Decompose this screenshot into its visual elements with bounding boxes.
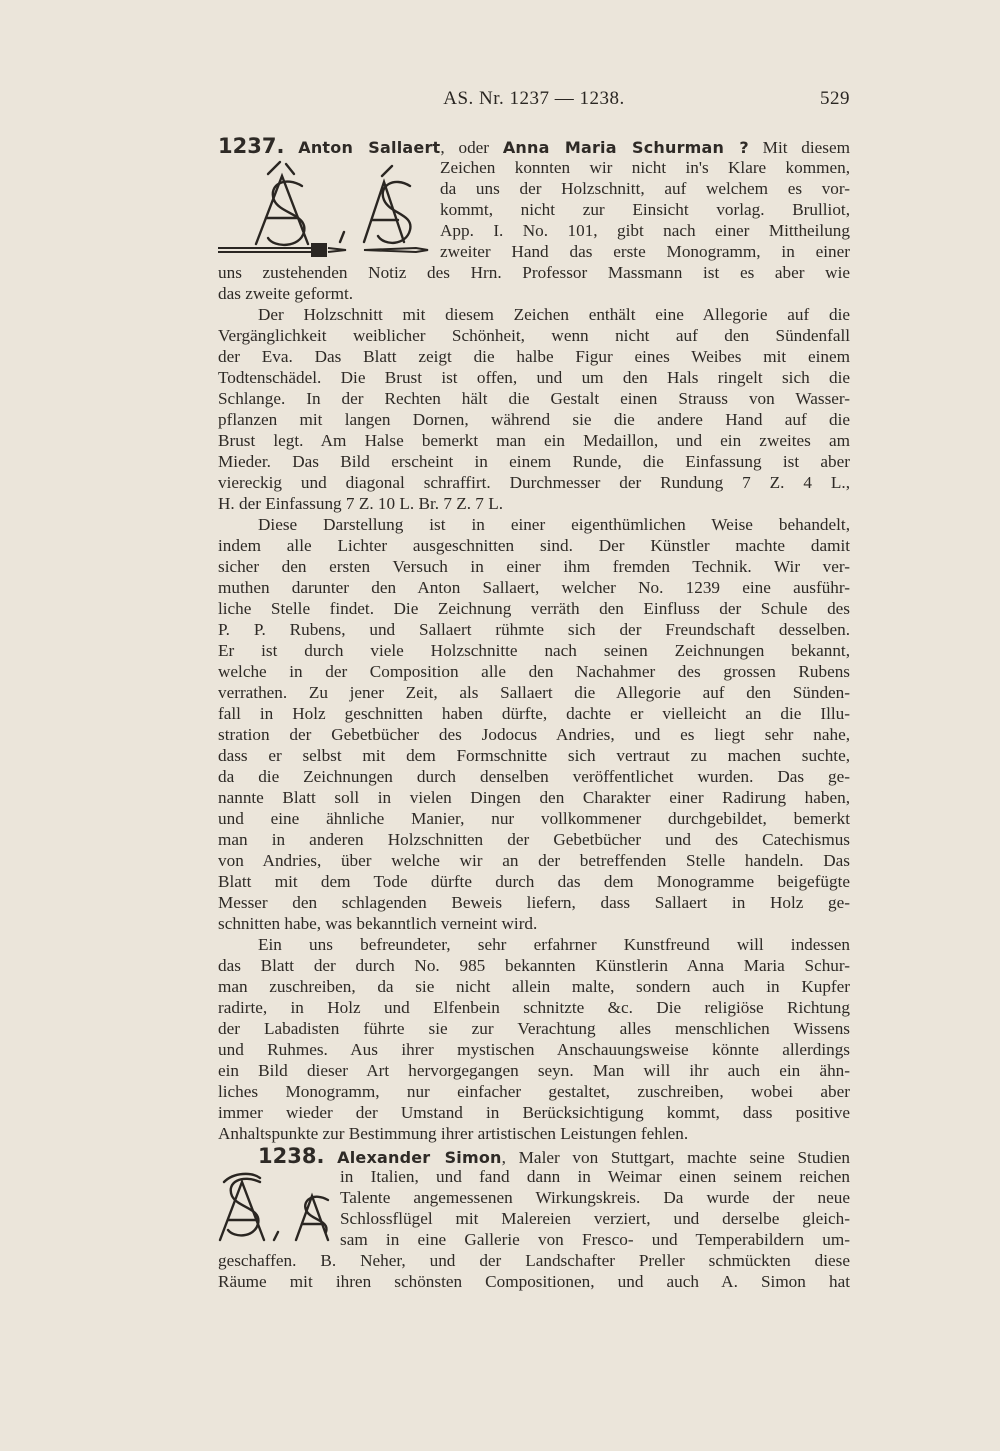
- text-line: da uns der Holzschnitt, auf welchem es vor-: [440, 179, 850, 198]
- text-line: dass er selbst mit dem Formschnitte sich vertraut zu machen suchte,: [218, 746, 850, 765]
- text-line: viereckig und diagonal schraffirt. Durchmesser der Rundung 7 Z. 4 L.,: [218, 473, 850, 492]
- text-line: Ein uns befreundeter, sehr erfahrner Kunstfreund will indessen: [258, 935, 850, 954]
- text-line: Der Holzschnitt mit diesem Zeichen enthält eine Allegorie auf die: [258, 305, 850, 324]
- text-line: stration der Gebetbücher des Jodocus Andries, und es liegt sehr nahe,: [218, 725, 850, 744]
- text-line: das zweite geformt.: [218, 284, 354, 303]
- monogram-1238-icon: [216, 1168, 338, 1248]
- text-line: Zeichen konnten wir nicht in's Klare kommen,: [440, 158, 850, 177]
- text-line: das Blatt der durch No. 985 bekannten Künstlerin Anna Maria Schur-: [218, 956, 850, 975]
- text-line: der Labadisten führte sie zur Verachtung alles menschlichen Wissens: [218, 1019, 850, 1038]
- text-line: Todtenschädel. Die Brust ist offen, und um den Hals ringelt sich die: [218, 368, 850, 387]
- text-line: Räume mit ihren schönsten Compositionen, und auch A. Simon hat: [218, 1272, 850, 1291]
- entry-1238-number: 1238.: [258, 1144, 325, 1168]
- text-line: man zuschreiben, da sie nicht allein malte, sondern auch in Kupfer: [218, 977, 850, 996]
- text-line: Vergänglichkeit weiblicher Schönheit, wenn nicht auf den Sündenfall: [218, 326, 850, 345]
- text-line: Mieder. Das Bild erscheint in einem Runde, die Einfassung ist aber: [218, 452, 850, 471]
- entry-1237-first: Mit diesem: [748, 138, 850, 157]
- text-line: ein Bild dieser Art hervorgegangen seyn. Man will ihr auch ein ähn-: [218, 1061, 850, 1080]
- text-line: uns zustehenden Notiz des Hrn. Professor Massmann ist es aber wie: [218, 263, 850, 282]
- text-line: Diese Darstellung ist in einer eigenthümlichen Weise behandelt,: [258, 515, 850, 534]
- text-line: nannte Blatt soll in vielen Dingen den Charakter einer Radirung haben,: [218, 788, 850, 807]
- entry-1238-heading-line: [258, 1146, 850, 1167]
- entry-1237-name2: Anna Maria Schurman: [502, 138, 725, 157]
- text-line: P. P. Rubens, und Sallaert rühmte sich der Freundschaft desselben.: [218, 620, 850, 639]
- text-line: Schlange. In der Rechten hält die Gestalt einen Strauss von Wasser-: [218, 389, 850, 408]
- text-line: fall in Holz geschnitten haben dürfte, dachte er vielleicht an die Illu-: [218, 704, 850, 723]
- text-line: verrathen. Zu jener Zeit, als Sallaert die Allegorie auf den Sünden-: [218, 683, 850, 702]
- page-number: 529: [820, 88, 850, 109]
- entry-1237-heading-line: [218, 136, 850, 157]
- text-line: pflanzen mit langen Dornen, während sie die andere Hand auf die: [218, 410, 850, 429]
- text-line: geschaffen. B. Neher, und der Landschafter Preller schmückten diese: [218, 1251, 850, 1270]
- text-line: zweiter Hand das erste Monogramm, in einer: [440, 242, 850, 261]
- text-line: Blatt mit dem Tode dürfte durch das dem Monogramme beigefügte: [218, 872, 850, 891]
- monogram-1237-icon: [216, 156, 438, 258]
- entry-1238-name: Alexander Simon: [337, 1148, 502, 1167]
- entry-1237-number: 1237.: [218, 134, 285, 158]
- text-line: und Ruhmes. Aus ihrer mystischen Anschauungsweise könnte allerdings: [218, 1040, 850, 1059]
- running-header: [218, 88, 850, 118]
- text-line: Schlossflügel mit Malereien verziert, und derselbe gleich-: [340, 1209, 850, 1228]
- entry-1237-name1: Anton Sallaert: [298, 138, 441, 157]
- text-line: von Andries, über welche wir an der betreffenden Stelle handeln. Das: [218, 851, 850, 870]
- text-line: der Eva. Das Blatt zeigt die halbe Figur eines Weibes mit einem: [218, 347, 850, 366]
- text-line: Brust legt. Am Halse bemerkt man ein Medaillon, und ein zweites am: [218, 431, 850, 450]
- text-line: Er ist durch viele Holzschnitte nach seinen Zeichnungen bekannt,: [218, 641, 850, 660]
- text-line: Talente angemessenen Wirkungskreis. Da wurde der neue: [340, 1188, 850, 1207]
- text-line: schnitten habe, was bekanntlich verneint wird.: [218, 914, 538, 933]
- text-line: App. I. No. 101, gibt nach einer Mittheilung: [440, 221, 850, 240]
- text-line: und eine ähnliche Manier, nur vollkommener durchgebildet, bemerkt: [218, 809, 850, 828]
- text-line: H. der Einfassung 7 Z. 10 L. Br. 7 Z. 7 L.: [218, 494, 503, 513]
- text-line: sicher den ersten Versuch in einer ihm fremden Technik. Wir ver-: [218, 557, 850, 576]
- entry-1238-first: , Maler von Stuttgart, machte seine Studien: [501, 1148, 851, 1167]
- text-line: da die Zeichnungen durch denselben veröffentlichet wurden. Das ge-: [218, 767, 850, 786]
- running-title: AS. Nr. 1237 — 1238.: [443, 88, 625, 109]
- text-line: radirte, in Holz und Elfenbein schnitzte &c. Die religiöse Richtung: [218, 998, 850, 1017]
- entry-1237-sep: , oder: [440, 138, 503, 157]
- text-line: indem alle Lichter ausgeschnitten sind. Der Künstler machte damit: [218, 536, 850, 555]
- text-line: kommt, nicht zur Einsicht vorlag. Brulliot,: [440, 200, 850, 219]
- text-line: liche Stelle findet. Die Zeichnung verräth den Einfluss der Schule des: [218, 599, 850, 618]
- text-line: man in anderen Holzschnitten der Gebetbücher und des Catechismus: [218, 830, 850, 849]
- text-line: sam in eine Gallerie von Fresco- und Temperabildern um-: [340, 1230, 850, 1249]
- text-line: in Italien, und fand dann in Weimar einen seinem reichen: [340, 1167, 850, 1186]
- text-line: Messer den schlagenden Beweis liefern, dass Sallaert in Holz ge-: [218, 893, 850, 912]
- text-line: Anhaltspunkte zur Bestimmung ihrer artistischen Leistungen fehlen.: [218, 1124, 689, 1143]
- text-line: liches Monogramm, nur einfacher gestaltet, zuschreiben, wobei aber: [218, 1082, 850, 1101]
- text-line: immer wieder der Umstand in Berücksichtigung kommt, dass positive: [218, 1103, 850, 1122]
- entry-1237-q: ?: [724, 138, 749, 157]
- text-line: welche in der Composition alle den Nachahmer des grossen Rubens: [218, 662, 850, 681]
- text-line: muthen darunter den Anton Sallaert, welcher No. 1239 eine ausführ-: [218, 578, 850, 597]
